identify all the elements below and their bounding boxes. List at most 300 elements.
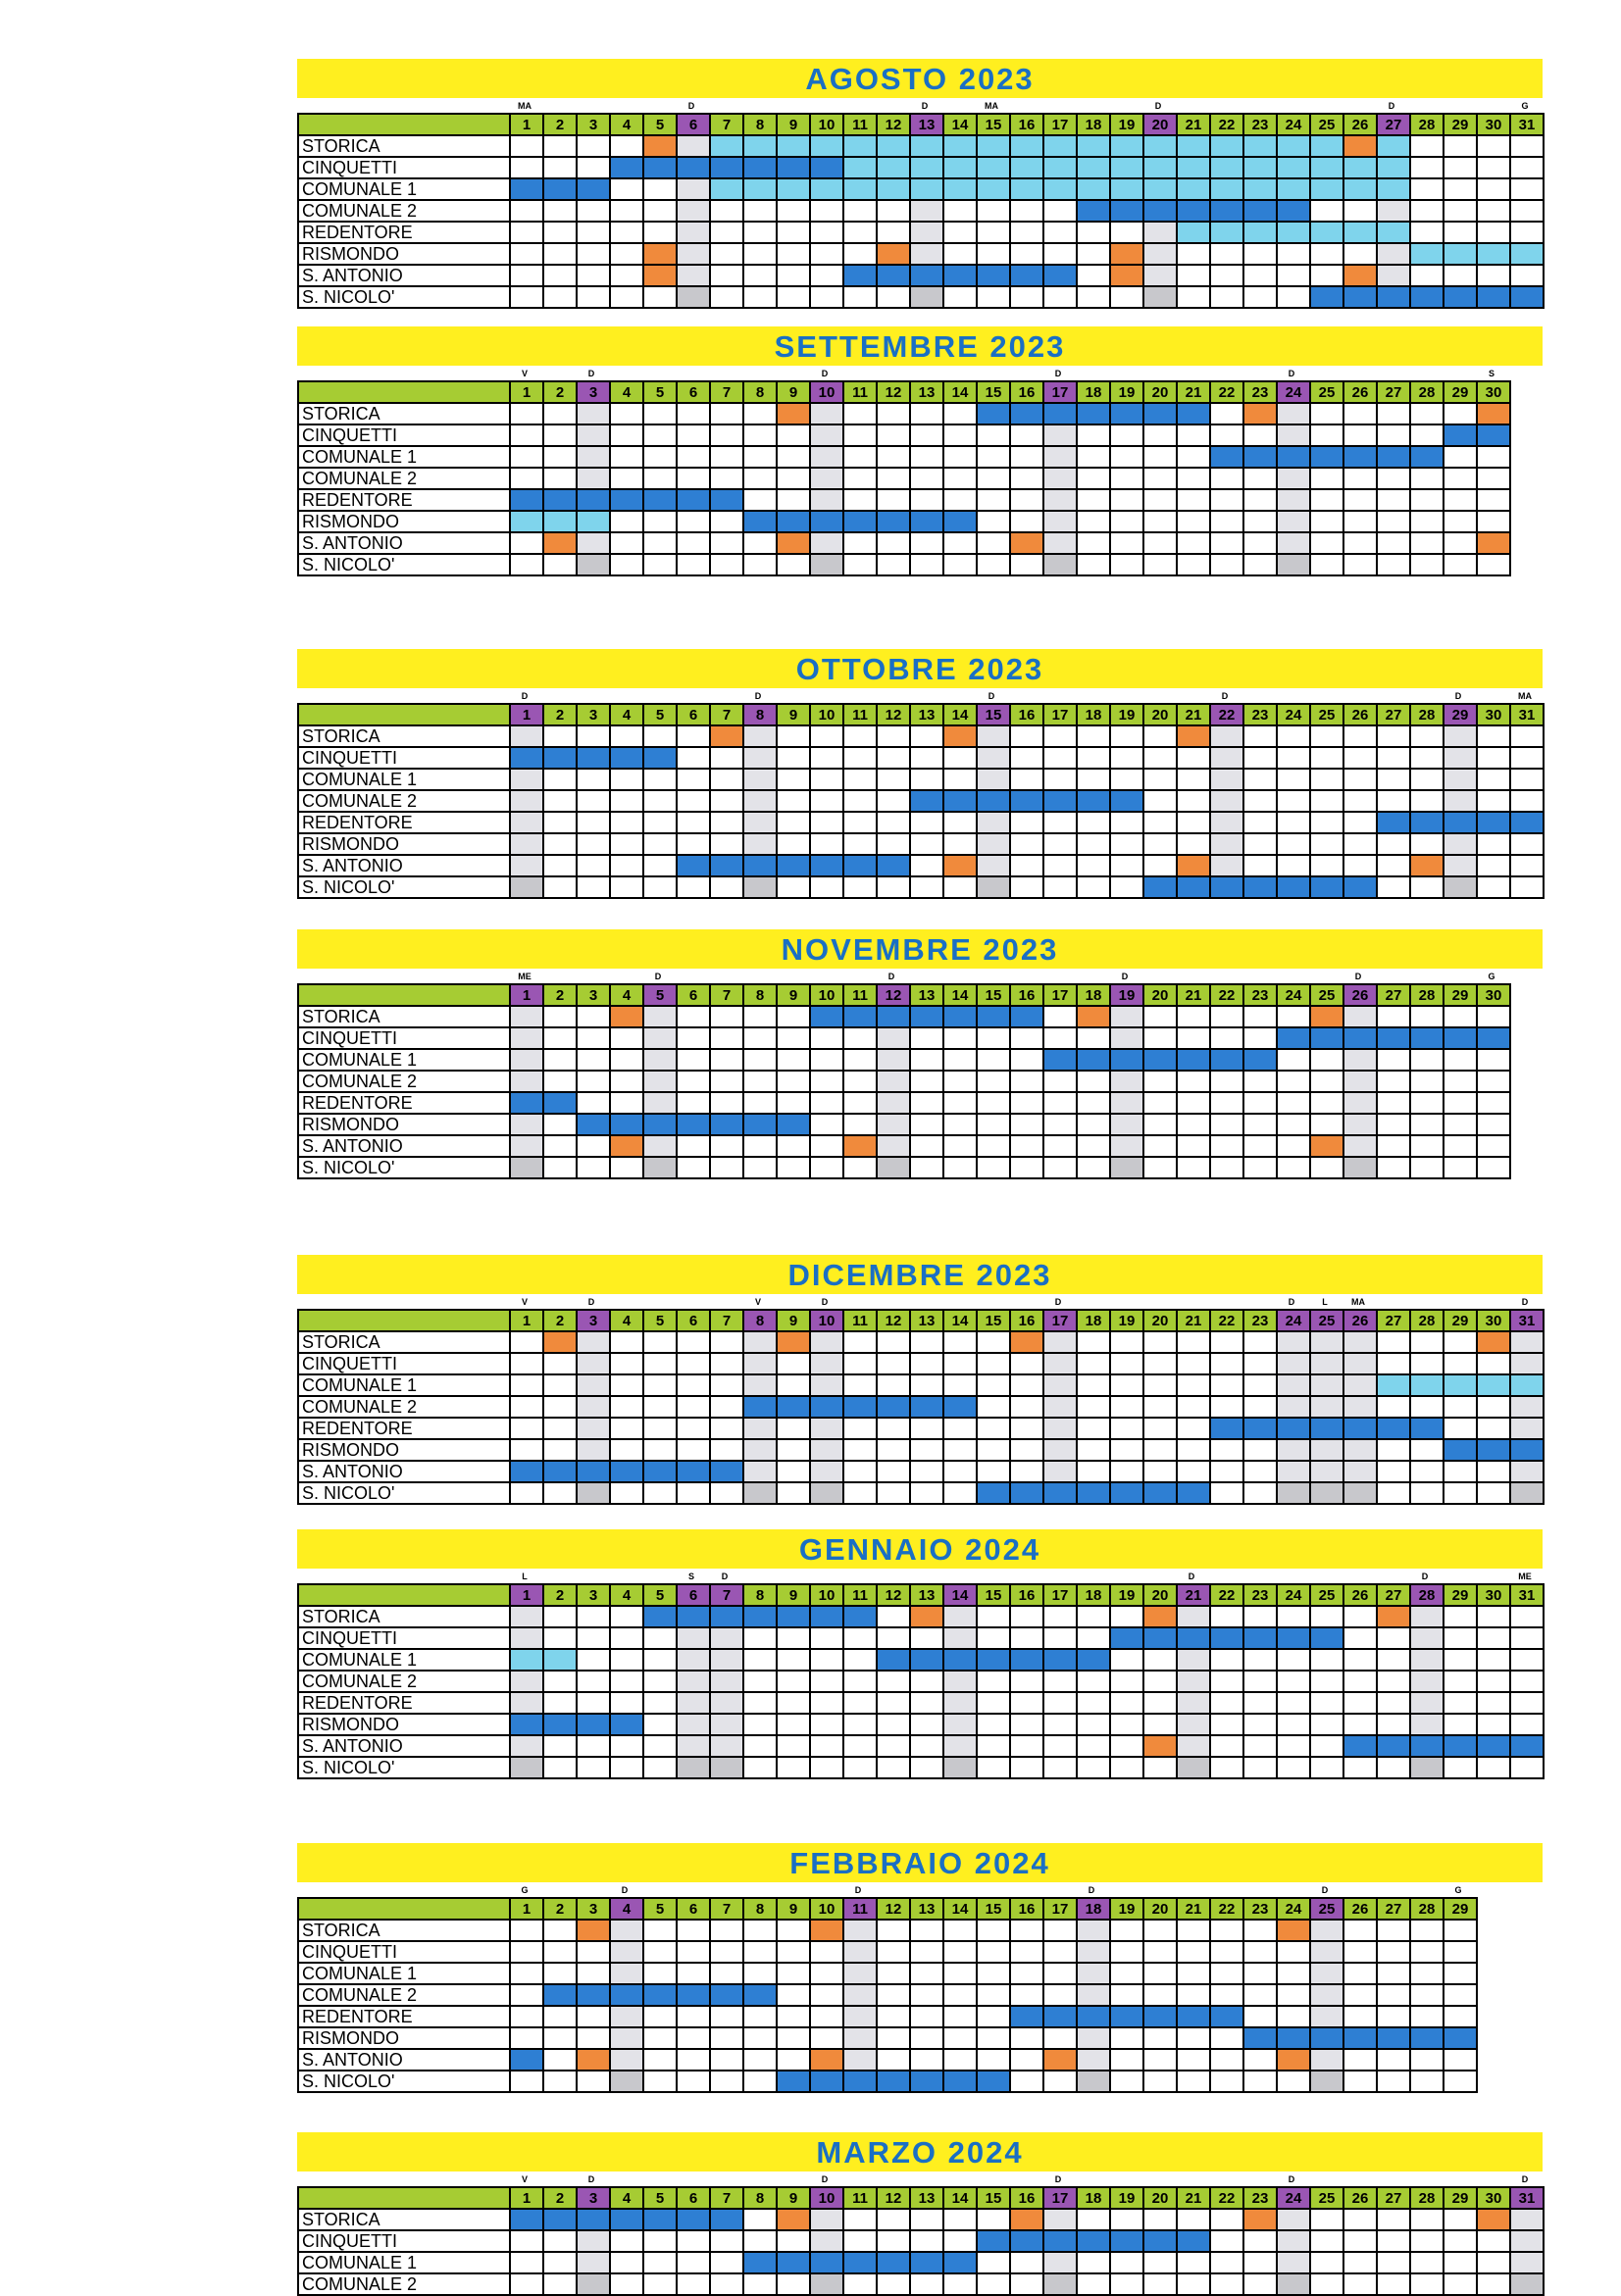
shift-cell <box>1411 1354 1444 1375</box>
shift-cell <box>944 1332 978 1354</box>
shift-cell <box>1278 266 1311 287</box>
shift-cell <box>1044 447 1078 469</box>
shift-cell <box>1178 770 1211 791</box>
shift-cell <box>1244 512 1278 533</box>
table-row <box>299 1093 1511 1115</box>
day-number: 4 <box>611 1585 644 1607</box>
shift-cell <box>1344 1715 1378 1736</box>
day-number: 11 <box>844 1311 878 1332</box>
shift-cell <box>778 266 811 287</box>
shift-cell <box>1444 1028 1478 1050</box>
shift-cell <box>744 1607 778 1628</box>
shift-cell <box>711 1964 744 1985</box>
day-number: 6 <box>678 1899 711 1921</box>
shift-cell <box>544 2007 578 2028</box>
table-row <box>299 2231 1545 2253</box>
shift-cell <box>1311 2028 1344 2050</box>
shift-cell <box>1311 1462 1344 1483</box>
shift-cell <box>1144 2050 1178 2071</box>
pharmacy-name: COMUNALE 1 <box>299 2253 511 2274</box>
shift-cell <box>1011 136 1044 158</box>
shift-cell <box>744 1375 778 1397</box>
day-number: 2 <box>544 1311 578 1332</box>
day-number: 14 <box>944 2188 978 2210</box>
shift-cell <box>778 1115 811 1136</box>
shift-cell <box>1211 1375 1244 1397</box>
shift-cell <box>1344 1650 1378 1672</box>
shift-cell <box>1078 2007 1111 2028</box>
shift-cell <box>1078 2071 1111 2093</box>
shift-cell <box>578 1462 611 1483</box>
table-row <box>299 1921 1478 1942</box>
shift-cell <box>644 1483 678 1505</box>
shift-cell <box>878 1093 911 1115</box>
month-table <box>297 983 1511 1179</box>
shift-cell <box>944 1007 978 1028</box>
shift-cell <box>1244 447 1278 469</box>
shift-cell <box>1011 1628 1044 1650</box>
pharmacy-name: STORICA <box>299 404 511 425</box>
table-row <box>299 1072 1511 1093</box>
shift-cell <box>778 1715 811 1736</box>
header-corner <box>299 1311 511 1332</box>
shift-cell <box>1211 1650 1244 1672</box>
shift-cell <box>1444 158 1478 179</box>
shift-cell <box>1311 1650 1344 1672</box>
shift-cell <box>1078 2050 1111 2071</box>
shift-cell <box>1344 201 1378 223</box>
shift-cell <box>1244 1440 1278 1462</box>
shift-cell <box>1011 1985 1044 2007</box>
shift-cell <box>844 1942 878 1964</box>
shift-cell <box>1178 1397 1211 1419</box>
shift-cell <box>1278 1462 1311 1483</box>
shift-cell <box>711 1462 744 1483</box>
shift-cell <box>1444 1354 1478 1375</box>
shift-cell <box>811 1158 844 1179</box>
shift-cell <box>778 1672 811 1693</box>
shift-cell <box>1011 533 1044 555</box>
shift-cell <box>878 1921 911 1942</box>
shift-cell <box>944 748 978 770</box>
shift-cell <box>844 2253 878 2274</box>
shift-cell <box>1378 266 1411 287</box>
shift-cell <box>1211 469 1244 490</box>
shift-cell <box>511 770 544 791</box>
shift-cell <box>811 490 844 512</box>
shift-cell <box>711 1985 744 2007</box>
day-number: 23 <box>1244 115 1278 136</box>
day-mark: D <box>1288 2174 1295 2184</box>
shift-cell <box>744 1419 778 1440</box>
shift-cell <box>944 2210 978 2231</box>
shift-cell <box>1411 2007 1444 2028</box>
shift-cell <box>711 1397 744 1419</box>
day-number: 14 <box>944 1311 978 1332</box>
shift-cell <box>978 533 1011 555</box>
day-number: 4 <box>611 382 644 404</box>
shift-cell <box>1378 490 1411 512</box>
shift-cell <box>678 856 711 877</box>
day-number: 21 <box>1178 115 1211 136</box>
day-number: 13 <box>911 985 944 1007</box>
shift-cell <box>511 877 544 899</box>
pharmacy-name: S. ANTONIO <box>299 1136 511 1158</box>
shift-cell <box>1211 1607 1244 1628</box>
shift-cell <box>1011 1607 1044 1628</box>
shift-cell <box>1111 1964 1144 1985</box>
shift-cell <box>1044 1419 1078 1440</box>
shift-cell <box>911 748 944 770</box>
shift-cell <box>711 791 744 813</box>
day-number: 7 <box>711 382 744 404</box>
shift-cell <box>778 1736 811 1758</box>
shift-cell <box>511 136 544 158</box>
shift-cell <box>1044 791 1078 813</box>
shift-cell <box>1278 1397 1311 1419</box>
shift-cell <box>1178 1007 1211 1028</box>
shift-cell <box>778 469 811 490</box>
day-number: 6 <box>678 382 711 404</box>
shift-cell <box>1078 469 1111 490</box>
shift-cell <box>1478 490 1511 512</box>
shift-cell <box>1378 179 1411 201</box>
shift-cell <box>1211 813 1244 834</box>
shift-cell <box>778 1628 811 1650</box>
shift-cell <box>1311 158 1344 179</box>
shift-cell <box>744 2028 778 2050</box>
shift-cell <box>1244 2071 1278 2093</box>
shift-cell <box>1311 512 1344 533</box>
shift-cell <box>711 1007 744 1028</box>
shift-cell <box>611 770 644 791</box>
day-mark: D <box>921 101 929 111</box>
pharmacy-name: RISMONDO <box>299 2028 511 2050</box>
shift-cell <box>1011 158 1044 179</box>
day-number: 7 <box>711 705 744 726</box>
day-number: 10 <box>811 1311 844 1332</box>
shift-cell <box>811 726 844 748</box>
shift-cell <box>1278 2210 1311 2231</box>
shift-cell <box>1511 748 1545 770</box>
shift-cell <box>744 512 778 533</box>
shift-cell <box>1478 834 1511 856</box>
shift-cell <box>711 244 744 266</box>
shift-cell <box>511 1715 544 1736</box>
shift-cell <box>1311 770 1344 791</box>
shift-cell <box>1511 136 1545 158</box>
shift-cell <box>1178 791 1211 813</box>
shift-cell <box>1078 512 1111 533</box>
shift-cell <box>1011 404 1044 425</box>
shift-cell <box>678 490 711 512</box>
shift-cell <box>711 1693 744 1715</box>
shift-cell <box>578 1440 611 1462</box>
day-mark: L <box>1322 1297 1328 1307</box>
shift-cell <box>1311 1419 1344 1440</box>
shift-cell <box>1044 2231 1078 2253</box>
shift-cell <box>978 136 1011 158</box>
day-mark: D <box>654 972 662 981</box>
shift-cell <box>511 2050 544 2071</box>
shift-cell <box>678 1050 711 1072</box>
day-number: 25 <box>1311 382 1344 404</box>
shift-cell <box>1044 223 1078 244</box>
shift-cell <box>1144 856 1178 877</box>
day-number: 2 <box>544 1899 578 1921</box>
shift-cell <box>1511 2274 1545 2296</box>
shift-cell <box>978 1028 1011 1050</box>
day-number: 8 <box>744 985 778 1007</box>
shift-cell <box>678 201 711 223</box>
shift-cell <box>678 1693 711 1715</box>
shift-cell <box>644 425 678 447</box>
shift-cell <box>1311 748 1344 770</box>
shift-cell <box>811 555 844 576</box>
table-row <box>299 813 1545 834</box>
shift-cell <box>611 726 644 748</box>
shift-cell <box>1011 1028 1044 1050</box>
day-number: 10 <box>811 382 844 404</box>
shift-cell <box>678 2253 711 2274</box>
shift-cell <box>1511 2253 1545 2274</box>
shift-cell <box>844 2231 878 2253</box>
shift-cell <box>578 404 611 425</box>
pharmacy-name: STORICA <box>299 1921 511 1942</box>
shift-cell <box>1111 1462 1144 1483</box>
shift-cell <box>878 2210 911 2231</box>
shift-cell <box>644 512 678 533</box>
shift-cell <box>1011 1332 1044 1354</box>
shift-cell <box>1211 2274 1244 2296</box>
shift-cell <box>1311 404 1344 425</box>
shift-cell <box>1344 287 1378 309</box>
shift-cell <box>944 1964 978 1985</box>
shift-cell <box>1311 1985 1344 2007</box>
day-number: 20 <box>1144 1585 1178 1607</box>
shift-cell <box>611 2253 644 2274</box>
shift-cell <box>1178 201 1211 223</box>
day-number: 14 <box>944 985 978 1007</box>
shift-cell <box>911 856 944 877</box>
shift-cell <box>1278 1628 1311 1650</box>
shift-cell <box>1344 2071 1378 2093</box>
shift-cell <box>578 158 611 179</box>
shift-cell <box>811 1136 844 1158</box>
shift-cell <box>544 2274 578 2296</box>
shift-cell <box>1444 770 1478 791</box>
day-mark: D <box>521 691 529 701</box>
shift-cell <box>678 1462 711 1483</box>
day-number: 18 <box>1078 2188 1111 2210</box>
shift-cell <box>1511 1758 1545 1779</box>
shift-cell <box>1044 512 1078 533</box>
day-number: 23 <box>1244 1899 1278 1921</box>
shift-cell <box>1011 1375 1044 1397</box>
shift-cell <box>1478 1332 1511 1354</box>
shift-cell <box>544 1136 578 1158</box>
shift-cell <box>1244 179 1278 201</box>
table-row <box>299 179 1545 201</box>
day-number: 13 <box>911 1899 944 1921</box>
table-row <box>299 1050 1511 1072</box>
shift-cell <box>1078 287 1111 309</box>
shift-cell <box>878 877 911 899</box>
shift-cell <box>744 856 778 877</box>
shift-cell <box>1244 2231 1278 2253</box>
shift-cell <box>611 2231 644 2253</box>
shift-cell <box>644 2231 678 2253</box>
shift-cell <box>1178 447 1211 469</box>
shift-cell <box>511 1115 544 1136</box>
day-number: 26 <box>1344 2188 1378 2210</box>
shift-cell <box>978 1985 1011 2007</box>
shift-cell <box>711 1375 744 1397</box>
shift-cell <box>611 1942 644 1964</box>
shift-cell <box>878 244 911 266</box>
shift-cell <box>1344 877 1378 899</box>
shift-cell <box>678 1440 711 1462</box>
shift-cell <box>644 1007 678 1028</box>
shift-cell <box>844 1736 878 1758</box>
shift-cell <box>978 512 1011 533</box>
shift-cell <box>711 2274 744 2296</box>
shift-cell <box>911 1628 944 1650</box>
shift-cell <box>944 447 978 469</box>
shift-cell <box>1111 2231 1144 2253</box>
shift-cell <box>711 287 744 309</box>
day-number: 28 <box>1411 1311 1444 1332</box>
day-number: 7 <box>711 1585 744 1607</box>
day-number: 8 <box>744 115 778 136</box>
shift-cell <box>644 1607 678 1628</box>
shift-cell <box>911 266 944 287</box>
shift-cell <box>1378 1072 1411 1093</box>
header-row <box>299 1311 1545 1332</box>
shift-cell <box>511 1050 544 1072</box>
shift-cell <box>1244 1628 1278 1650</box>
pharmacy-name: COMUNALE 2 <box>299 1985 511 2007</box>
shift-cell <box>544 1758 578 1779</box>
shift-cell <box>1044 834 1078 856</box>
shift-cell <box>1444 1672 1478 1693</box>
shift-cell <box>644 1942 678 1964</box>
shift-cell <box>544 1397 578 1419</box>
shift-cell <box>1278 1440 1311 1462</box>
day-number: 13 <box>911 2188 944 2210</box>
shift-cell <box>1444 1921 1478 1942</box>
shift-cell <box>811 1440 844 1462</box>
shift-cell <box>511 287 544 309</box>
table-row <box>299 770 1545 791</box>
shift-cell <box>1311 2210 1344 2231</box>
shift-cell <box>1311 1028 1344 1050</box>
shift-cell <box>644 834 678 856</box>
shift-cell <box>811 266 844 287</box>
shift-cell <box>578 2274 611 2296</box>
shift-cell <box>1044 136 1078 158</box>
shift-cell <box>1378 1736 1411 1758</box>
shift-cell <box>1311 490 1344 512</box>
shift-cell <box>511 1007 544 1028</box>
shift-cell <box>978 1136 1011 1158</box>
shift-cell <box>1411 1375 1444 1397</box>
shift-cell <box>911 2210 944 2231</box>
shift-cell <box>844 1354 878 1375</box>
shift-cell <box>1478 2253 1511 2274</box>
shift-cell <box>878 1419 911 1440</box>
shift-cell <box>1444 266 1478 287</box>
shift-cell <box>844 1985 878 2007</box>
shift-cell <box>611 1397 644 1419</box>
shift-cell <box>678 748 711 770</box>
shift-cell <box>944 266 978 287</box>
shift-cell <box>1378 791 1411 813</box>
shift-cell <box>978 1758 1011 1779</box>
shift-cell <box>1344 856 1378 877</box>
shift-cell <box>511 1985 544 2007</box>
shift-cell <box>1178 1942 1211 1964</box>
shift-cell <box>778 2007 811 2028</box>
shift-cell <box>1244 1607 1278 1628</box>
shift-cell <box>711 1136 744 1158</box>
shift-cell <box>1344 179 1378 201</box>
shift-cell <box>911 1715 944 1736</box>
shift-cell <box>1378 244 1411 266</box>
shift-cell <box>978 2274 1011 2296</box>
table-row <box>299 1115 1511 1136</box>
shift-cell <box>578 1736 611 1758</box>
shift-cell <box>844 490 878 512</box>
shift-cell <box>911 770 944 791</box>
shift-cell <box>878 555 911 576</box>
shift-cell <box>1011 1136 1044 1158</box>
month-table <box>297 380 1511 576</box>
shift-cell <box>778 1985 811 2007</box>
shift-cell <box>811 877 844 899</box>
shift-cell <box>811 244 844 266</box>
shift-cell <box>1244 1921 1278 1942</box>
day-number: 4 <box>611 1899 644 1921</box>
shift-cell <box>511 2210 544 2231</box>
shift-cell <box>1411 2231 1444 2253</box>
shift-cell <box>744 1715 778 1736</box>
shift-cell <box>1211 136 1244 158</box>
shift-cell <box>944 2253 978 2274</box>
shift-cell <box>1344 791 1378 813</box>
shift-cell <box>711 223 744 244</box>
shift-cell <box>1144 770 1178 791</box>
shift-cell <box>811 1693 844 1715</box>
shift-cell <box>1144 1672 1178 1693</box>
day-number: 1 <box>511 1899 544 1921</box>
shift-cell <box>1044 179 1078 201</box>
table-row <box>299 1028 1511 1050</box>
shift-cell <box>511 425 544 447</box>
shift-cell <box>1011 1158 1044 1179</box>
shift-cell <box>678 1758 711 1779</box>
shift-cell <box>1444 533 1478 555</box>
shift-cell <box>1444 490 1478 512</box>
day-number: 19 <box>1111 985 1144 1007</box>
shift-cell <box>1411 856 1444 877</box>
shift-cell <box>878 1693 911 1715</box>
day-number: 18 <box>1078 115 1111 136</box>
shift-cell <box>1444 1650 1478 1672</box>
shift-cell <box>678 1375 711 1397</box>
day-number: 20 <box>1144 382 1178 404</box>
shift-cell <box>1144 1115 1178 1136</box>
